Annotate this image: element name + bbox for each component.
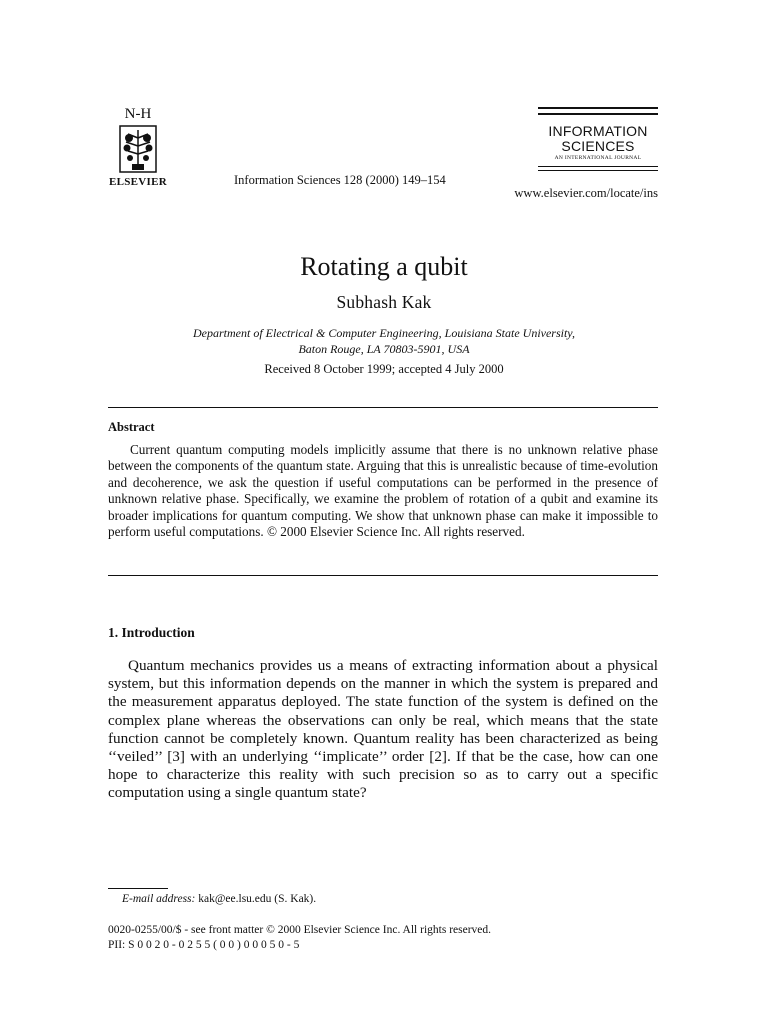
copyright-line: 0020-0255/00/$ - see front matter © 2000 Elsevier Science Inc. All rights reserved. bbox=[108, 924, 492, 936]
abstract-rule-bottom bbox=[108, 575, 658, 576]
masthead-rule-top bbox=[538, 107, 658, 109]
affiliation-line2: Baton Rouge, LA 70803-5901, USA bbox=[298, 342, 470, 356]
copyright-block bbox=[108, 923, 491, 953]
affiliation-line1: Department of Electrical & Computer Engineering, Louisiana State University, bbox=[193, 326, 575, 340]
received-accepted-dates: Received 8 October 1999; accepted 4 July 2000 bbox=[264, 362, 504, 376]
introduction-text: Quantum mechanics provides us a means of extracting information about a physical system, but this information depends on the manner in which the system is prepared and the measurement apparatus deployed. The state function of the system is defined on the complex plane whereas the observations can only be real, which means that the state function cannot be completely known. Quantum reality has been characterized as being ‘‘veiled’’ [3] with an underlying ‘‘implicate’’ order [2]. If that be the case, how can one hope to characterize this reality with such precision so as to carry out a specific computation using a single quantum state? bbox=[108, 657, 658, 802]
journal-url[interactable]: www.elsevier.com/locate/ins bbox=[514, 186, 658, 200]
publisher-mark: N-H bbox=[124, 106, 152, 122]
journal-reference: Information Sciences 128 (2000) 149–154 bbox=[234, 173, 446, 187]
footnote-rule bbox=[108, 888, 168, 889]
section-heading-introduction: 1. Introduction bbox=[108, 625, 195, 640]
masthead-rule-top-2 bbox=[538, 113, 658, 115]
masthead-rule-bottom bbox=[538, 166, 658, 167]
journal-masthead-title bbox=[538, 124, 658, 154]
masthead-subtitle: AN INTERNATIONAL JOURNAL bbox=[554, 155, 642, 161]
publisher-name: ELSEVIER bbox=[108, 176, 168, 188]
email-label: E-mail address: bbox=[122, 893, 196, 905]
paper-title: Rotating a qubit bbox=[300, 252, 468, 281]
abstract-rule-top bbox=[108, 407, 658, 408]
masthead-rule-bottom-2 bbox=[538, 170, 658, 171]
paper-author: Subhash Kak bbox=[336, 292, 432, 312]
author-affiliation bbox=[0, 325, 768, 357]
abstract-heading: Abstract bbox=[108, 420, 155, 434]
masthead-line2: SCIENCES bbox=[561, 138, 635, 154]
elsevier-tree-icon bbox=[118, 124, 158, 174]
masthead-line1: INFORMATION bbox=[548, 123, 648, 139]
footnote-email bbox=[122, 893, 316, 905]
publisher-logo bbox=[108, 106, 168, 188]
pii-line: PII: S 0 0 2 0 - 0 2 5 5 ( 0 0 ) 0 0 0 5 0 - 5 bbox=[108, 939, 300, 951]
abstract-text: Current quantum computing models implicitly assume that there is no unknown relative phase between the components of the quantum state. Arguing that this is unrealistic because of time-evolution and decoherence, we ask the question if useful computations can be performed in the presence of unknown relative phase. Specifically, we examine the problem of rotation of a qubit and examine its broader implications for quantum computing. We show that unknown phase can make it impossible to perform useful computations. © 2000 Elsevier Science Inc. All rights reserved. bbox=[108, 442, 658, 540]
email-value: kak@ee.lsu.edu (S. Kak). bbox=[195, 893, 317, 905]
